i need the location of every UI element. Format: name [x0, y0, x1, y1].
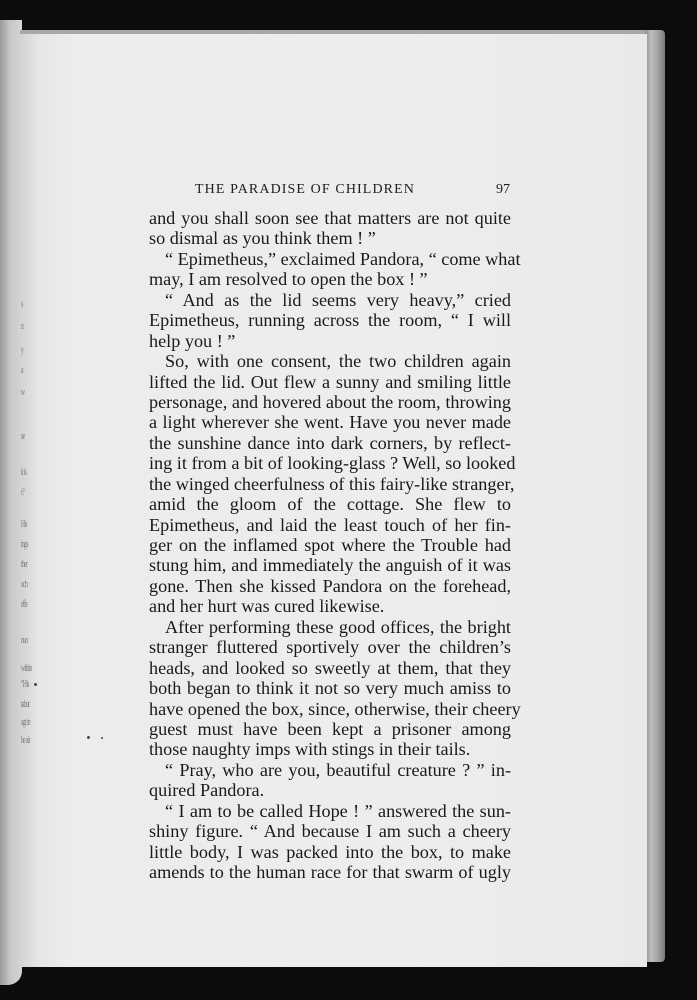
text-line: ing it from a bit of looking-glass ? Well, so looked — [149, 453, 516, 474]
showthrough-fragment: y — [21, 345, 24, 356]
text-line: have opened the box, since, otherwise, their cheery — [149, 698, 521, 719]
showthrough-fragment: a — [21, 365, 23, 376]
text-line: Epimetheus, and laid the least touch of her fin- — [149, 514, 511, 535]
text-line: a light wherever she went. Have you never made — [149, 412, 511, 433]
showthrough-fragment: agt in — [21, 717, 31, 728]
text-line: and you shall soon see that matters are not quite — [149, 208, 511, 228]
showthrough-fragment: ings — [21, 539, 28, 550]
showthrough-fragment: His — [21, 519, 27, 530]
text-line: little body, I was packed into the box, to make — [149, 841, 511, 862]
text-line: stung him, and immediately the anguish of it was — [149, 555, 511, 576]
book-page — [20, 34, 647, 967]
showthrough-fragment: r? — [21, 487, 25, 498]
text-line: shiny figure. “ And because I am such a cheery — [149, 821, 511, 842]
text-line: the sunshine dance into dark corners, by reflect- — [149, 432, 511, 453]
text-line: guest must have been kept a prisoner among — [149, 718, 511, 739]
page-number: 97 — [496, 182, 510, 197]
text-line: the winged cheerfulness of this fairy-like stranger, — [149, 473, 515, 494]
text-line: “ I am to be called Hope ! ” answered the sun- — [165, 800, 511, 821]
showthrough-fragment: he air — [21, 735, 31, 746]
paper-speck — [87, 736, 90, 739]
text-line: So, with one consent, the two children again — [165, 351, 511, 372]
running-head-title: THE PARADISE OF CHILDREN — [195, 182, 415, 197]
showthrough-fragment: “His — [21, 679, 29, 690]
facing-page-showthrough — [20, 34, 34, 967]
text-line: personage, and hovered about the room, throwing — [149, 391, 511, 412]
text-line: and her hurt was cured likewise. — [149, 596, 385, 617]
showthrough-fragment: ther — [21, 559, 28, 570]
text-line: ger on the inflamed spot where the Trouble had — [149, 535, 511, 555]
text-line: may, I am resolved to open the box ! ” — [149, 269, 428, 290]
text-line: those naughty imps with stings in their tails. — [149, 739, 471, 760]
text-line: “ And as the lid seems very heavy,” cried — [165, 289, 511, 310]
text-line: help you ! ” — [149, 330, 236, 351]
text-line: Epimetheus, running across the room, “ I will — [149, 310, 511, 331]
showthrough-fragment: nuo — [21, 635, 28, 646]
paper-speck — [101, 737, 103, 739]
showthrough-fragment: w — [21, 387, 25, 398]
text-line: After performing these good offices, the bright — [165, 616, 511, 637]
paper-speck — [34, 683, 37, 686]
text-line: amid the gloom of the cottage. She flew to — [149, 494, 511, 515]
text-line: stranger fluttered sportively over the children’s — [149, 637, 511, 658]
showthrough-fragment: within — [21, 663, 32, 674]
body-text — [149, 208, 521, 882]
text-line: heads, and looked so sweetly at them, that they — [149, 657, 511, 678]
showthrough-fragment: uch — [21, 579, 28, 590]
book-cover-right-edge — [645, 30, 665, 962]
text-line: amends to the human race for that swarm of ugly — [149, 862, 511, 882]
text-line: “ Pray, who are you, beautiful creature ? ” in- — [165, 759, 511, 780]
showthrough-fragment: n — [21, 321, 24, 332]
running-head — [195, 182, 510, 202]
showthrough-fragment: tabut — [21, 699, 30, 710]
text-line: gone. Then she kissed Pandora on the forehead, — [149, 575, 511, 596]
showthrough-fragment: it is — [21, 467, 27, 478]
showthrough-fragment: se — [21, 431, 25, 442]
text-line: quired Pandora. — [149, 780, 265, 801]
text-line: lifted the lid. Out flew a sunny and smiling little — [149, 371, 511, 392]
text-line: “ Epimetheus,” exclaimed Pandora, “ come what — [165, 248, 521, 269]
text-line: both began to think it not so very much amiss to — [149, 678, 511, 699]
showthrough-fragment: effe — [21, 599, 28, 610]
showthrough-fragment: s — [21, 299, 23, 310]
text-line: so dismal as you think them ! ” — [149, 228, 376, 249]
